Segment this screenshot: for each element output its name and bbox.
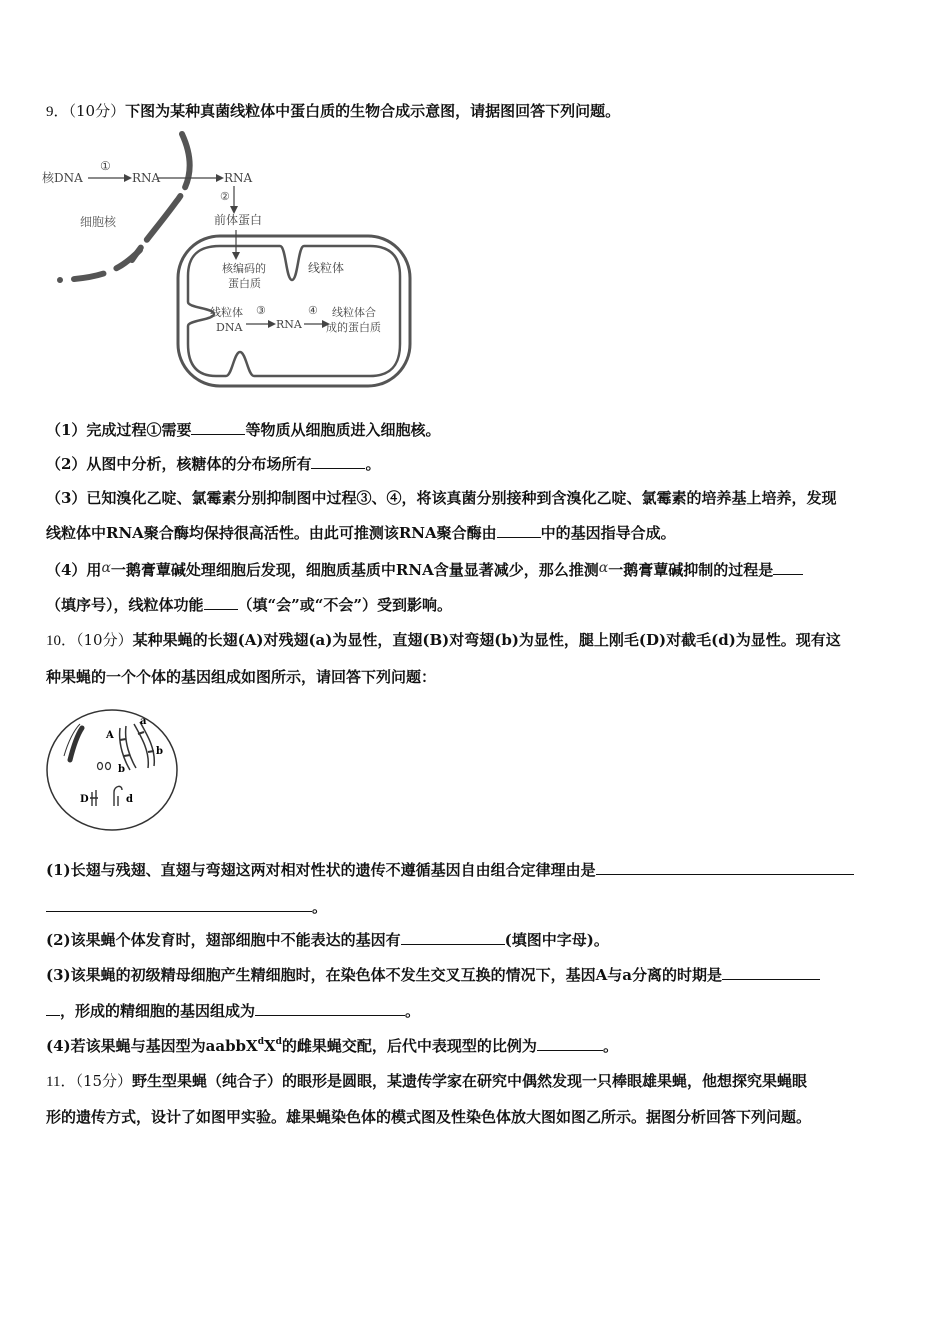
alpha-symbol: α [101, 560, 111, 576]
label-mitochondrion: 线粒体 [308, 261, 345, 275]
gene-label-D: D [80, 794, 89, 805]
label-step3: ③ [256, 304, 266, 317]
fruitfly-cell-diagram [44, 706, 180, 836]
q10-number: 10． [46, 633, 77, 649]
gene-label-a: a [140, 716, 147, 727]
label-step4: ④ [308, 304, 318, 317]
q10-part2: (2)该果蝇个体发育时，翅部细胞中不能表达的基因有 (填图中字母)。 [46, 931, 609, 949]
blank-q9-3[interactable] [497, 523, 541, 538]
q10-heading [46, 629, 906, 652]
chromosome-a [134, 724, 148, 768]
blank-q10-1a[interactable] [596, 860, 854, 875]
blank-q9-4b[interactable] [204, 595, 238, 610]
label-nuclear-dna: 核DNA [42, 171, 83, 185]
blank-q10-3c[interactable] [255, 1001, 405, 1016]
blank-q9-2[interactable] [311, 454, 365, 469]
q10-stem-line1: 某种果蝇的长翅(A)对残翅(a)为显性，直翅(B)对弯翅(b)为显性，腿上刚毛(D)对截毛(d)为显性。现有这 [132, 631, 841, 649]
label-nucleus: 细胞核 [80, 215, 117, 229]
q10-part3-line1: (3)该果蝇的初级精母细胞产生精细胞时，在染色体不发生交叉互换的情况下，基因A与a分离的时期是 [46, 964, 906, 986]
q9-stem: 下图为某种真菌线粒体中蛋白质的生物合成示意图，请据图回答下列问题。 [125, 102, 621, 120]
gene-label-d: d [126, 794, 133, 805]
q9-part1: （1）完成过程①需要 等物质从细胞质进入细胞核。 [46, 421, 441, 439]
y-chromosome [114, 786, 122, 806]
blank-q9-1[interactable] [191, 420, 245, 435]
q11-stem-line2: 形的遗传方式，设计了如图甲实验。雄果蝇染色体的模式图及性染色体放大图如图乙所示。据图分析回答下列问题。 [46, 1108, 812, 1126]
q10-part1-line2: 。 [46, 896, 906, 918]
q11-number: 11． [46, 1074, 76, 1090]
mito-protein-synthesis-diagram [40, 130, 420, 392]
label-mito-dna: 线粒体 DNA [210, 306, 243, 334]
label-mito-protein: 线粒体合成的蛋白质 [326, 306, 381, 334]
q10-part3-line2: ，形成的精细胞的基因组成为 。 [46, 1000, 906, 1022]
label-step2: ② [220, 190, 230, 203]
blank-q10-2[interactable] [401, 930, 505, 945]
alpha-symbol-2: α [598, 560, 609, 576]
label-rna-c: RNA [276, 318, 302, 331]
blank-q10-4[interactable] [537, 1036, 603, 1051]
label-step1: ① [100, 159, 111, 173]
gene-label-b-center: b [118, 764, 125, 775]
q9-part3-line1: （3）已知溴化乙啶、氯霉素分别抑制图中过程③、④，将该真菌分别接种到含溴化乙啶、氯霉素的培养基上培养，发现 [46, 489, 837, 507]
blank-q10-3b[interactable] [46, 1001, 60, 1016]
cell-membrane [47, 710, 177, 830]
label-nuclear-protein: 核编码的蛋白质 [222, 262, 266, 290]
q9-part4-line2: （填序号），线粒体功能 （填“会”或“不会”）受到影响。 [46, 596, 453, 614]
blank-q10-3a[interactable] [722, 965, 820, 980]
chromosome-pair-left [70, 728, 82, 760]
gene-label-b-right: b [156, 746, 163, 757]
blank-q10-1b[interactable] [46, 897, 312, 912]
nuclear-envelope [132, 134, 190, 260]
q9-heading [46, 100, 906, 123]
q11-heading [46, 1070, 906, 1093]
label-precursor-protein: 前体蛋白 [214, 213, 263, 227]
q10-score: （10分） [76, 631, 133, 649]
q9-score: （10分） [68, 102, 126, 120]
q10-part1-line1: (1)长翅与残翅、直翅与弯翅这两对相对性状的遗传不遵循基因自由组合定律理由是 [46, 859, 906, 881]
dot-chromosome-2 [106, 763, 111, 770]
q11-stem-line1: 野生型果蝇（纯合子）的眼形是圆眼，某遗传学家在研究中偶然发现一只棒眼雄果蝇，他想探究果蝇眼 [132, 1072, 808, 1090]
q9-part3-line2: 线粒体中RNA聚合酶均保持很高活性。由此可推测该RNA聚合酶由 中的基因指导合成。 [46, 524, 676, 542]
q9-part2: （2）从图中分析，核糖体的分布场所有 。 [46, 455, 381, 473]
dot-chromosome-1 [98, 763, 103, 770]
q10-stem-line2: 种果蝇的一个个体的基因组成如图所示，请回答下列问题： [46, 668, 437, 686]
blank-q9-4a[interactable] [773, 560, 803, 575]
q10-part4: (4)若该果蝇与基因型为$aabbX^dX^d$的雌果蝇交配，后代中表现型的比例为 。 [46, 1037, 618, 1055]
q9-part4-line1: （4）用α一鹅膏蕈碱处理细胞后发现，细胞质基质中RNA含量显著减少，那么推测α一鹅膏蕈碱抑制的过程是 [46, 557, 906, 581]
label-rna-b: RNA [224, 171, 253, 185]
gene-label-A: A [106, 730, 114, 741]
label-rna-a: RNA [132, 171, 161, 185]
q9-number: 9． [46, 104, 69, 120]
q11-score: （15分） [75, 1072, 133, 1090]
nuclear-envelope-lower [60, 250, 140, 280]
